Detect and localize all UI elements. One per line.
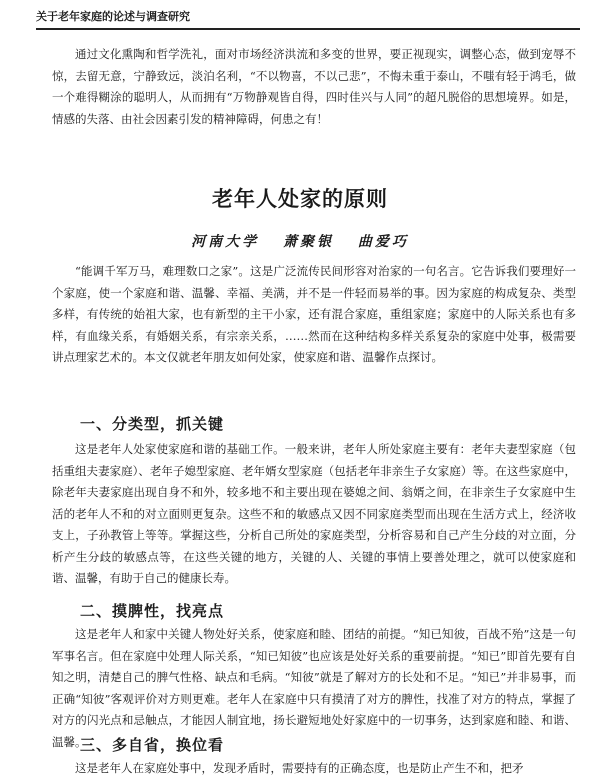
author-affiliation: 河南大学 — [191, 234, 260, 250]
section-heading-3: 三、多自省，换位看 — [80, 736, 225, 754]
section-heading-2: 二、摸脾性，找亮点 — [80, 602, 225, 620]
section-body-3: 这是老年人在家庭处事中，发现矛盾时，需要持有的正确态度，也是防止产生不和，把矛 — [75, 761, 524, 775]
section-body-2: 这是老年人和家中关键人物处好关系，使家庭和睦、团结的前提。“知已知彼，百战不殆”这是一句军事名言。但在家庭中处理人际关系，“知已知彼”也应该是处好关系的重要前提。“知已”即首先要有自知之明，清楚自己的脾气性格、缺点和毛病。“知彼”就是了解对方的长处和不足。“知已”并非易事，而正确“知彼”客观评价对方则更难。老年人在家庭中只有摸清了对方的脾性，找准了对方的特点，掌握了对方的闪光点和忌触点，才能因人制宜地，扬长避短地处好家庭中的一切事务，达到家庭和睦、和谐、温馨。 — [52, 627, 576, 749]
section-heading-1: 一、分类型，抓关键 — [80, 415, 225, 433]
running-header: 关于老年家庭的论述与调查研究 — [36, 8, 580, 30]
section-body-1: 这是老年人处家使家庭和谐的基础工作。一般来讲，老年人所处家庭主要有：老年夫妻型家庭（包括重组夫妻家庭）、老年子媳型家庭、老年婿女型家庭（包括老年非亲生子女家庭）等。在这些家庭中，除老年夫妻家庭出现自身不和外，较多地不和主要出现在婆媳之间、翁婿之间，在非亲生子女家庭中生活的老年人不和的对立面则更复杂。这些不和的敏感点又因不同家庭类型而出现在生活方式上，经济收支上，子孙教管上等等。掌握这些，分析自己所处的家庭类型，分析容易和自己产生分歧的对立面，分析产生分歧的敏感点等，在这些关键的地方，关键的人、关键的事情上要善处理之，就可以使家庭和谐、温馨，有助于自己的健康长寿。 — [52, 442, 576, 585]
intro-closing-paragraph: 通过文化熏陶和哲学洗礼，面对市场经济洪流和多变的世界，要正视现实，调整心态，做到宠辱不惊，去留无意，宁静致远，淡泊名利，“不以物喜，不以己悲”，不悔未重于泰山，不嗤有轻于鸿毛，做一个难得糊涂的聪明人，从而拥有“万物静观皆自得，四时佳兴与人同”的超凡脱俗的思想境界。如是，情感的失落、由社会因素引发的精神障碍，何患之有！ — [52, 47, 576, 126]
author-name-1: 萧聚银 — [283, 234, 334, 250]
article-title: 老年人处家的原则 — [212, 187, 388, 211]
author-name-2: 曲爱巧 — [357, 234, 409, 250]
author-line — [0, 231, 600, 251]
opening-paragraph: “能调千军万马，难理数口之家”。这是广泛流传民间形容对治家的一句名言。它告诉我们要理好一个家庭，使一个家庭和谐、温馨、幸福、美满，并不是一件轻而易举的事。因为家庭的构成复杂、类型多样，有传统的始祖大家，也有新型的主干小家，还有混合家庭，重组家庭；家庭中的人际关系也有多样，有血缘关系，有婚姻关系，有宗亲关系，……然而在这种结构多样关系复杂的家庭中处事，极需要讲点理家艺术的。本文仅就老年朋友如何处家，使家庭和谐、温馨作点探讨。 — [52, 264, 576, 364]
